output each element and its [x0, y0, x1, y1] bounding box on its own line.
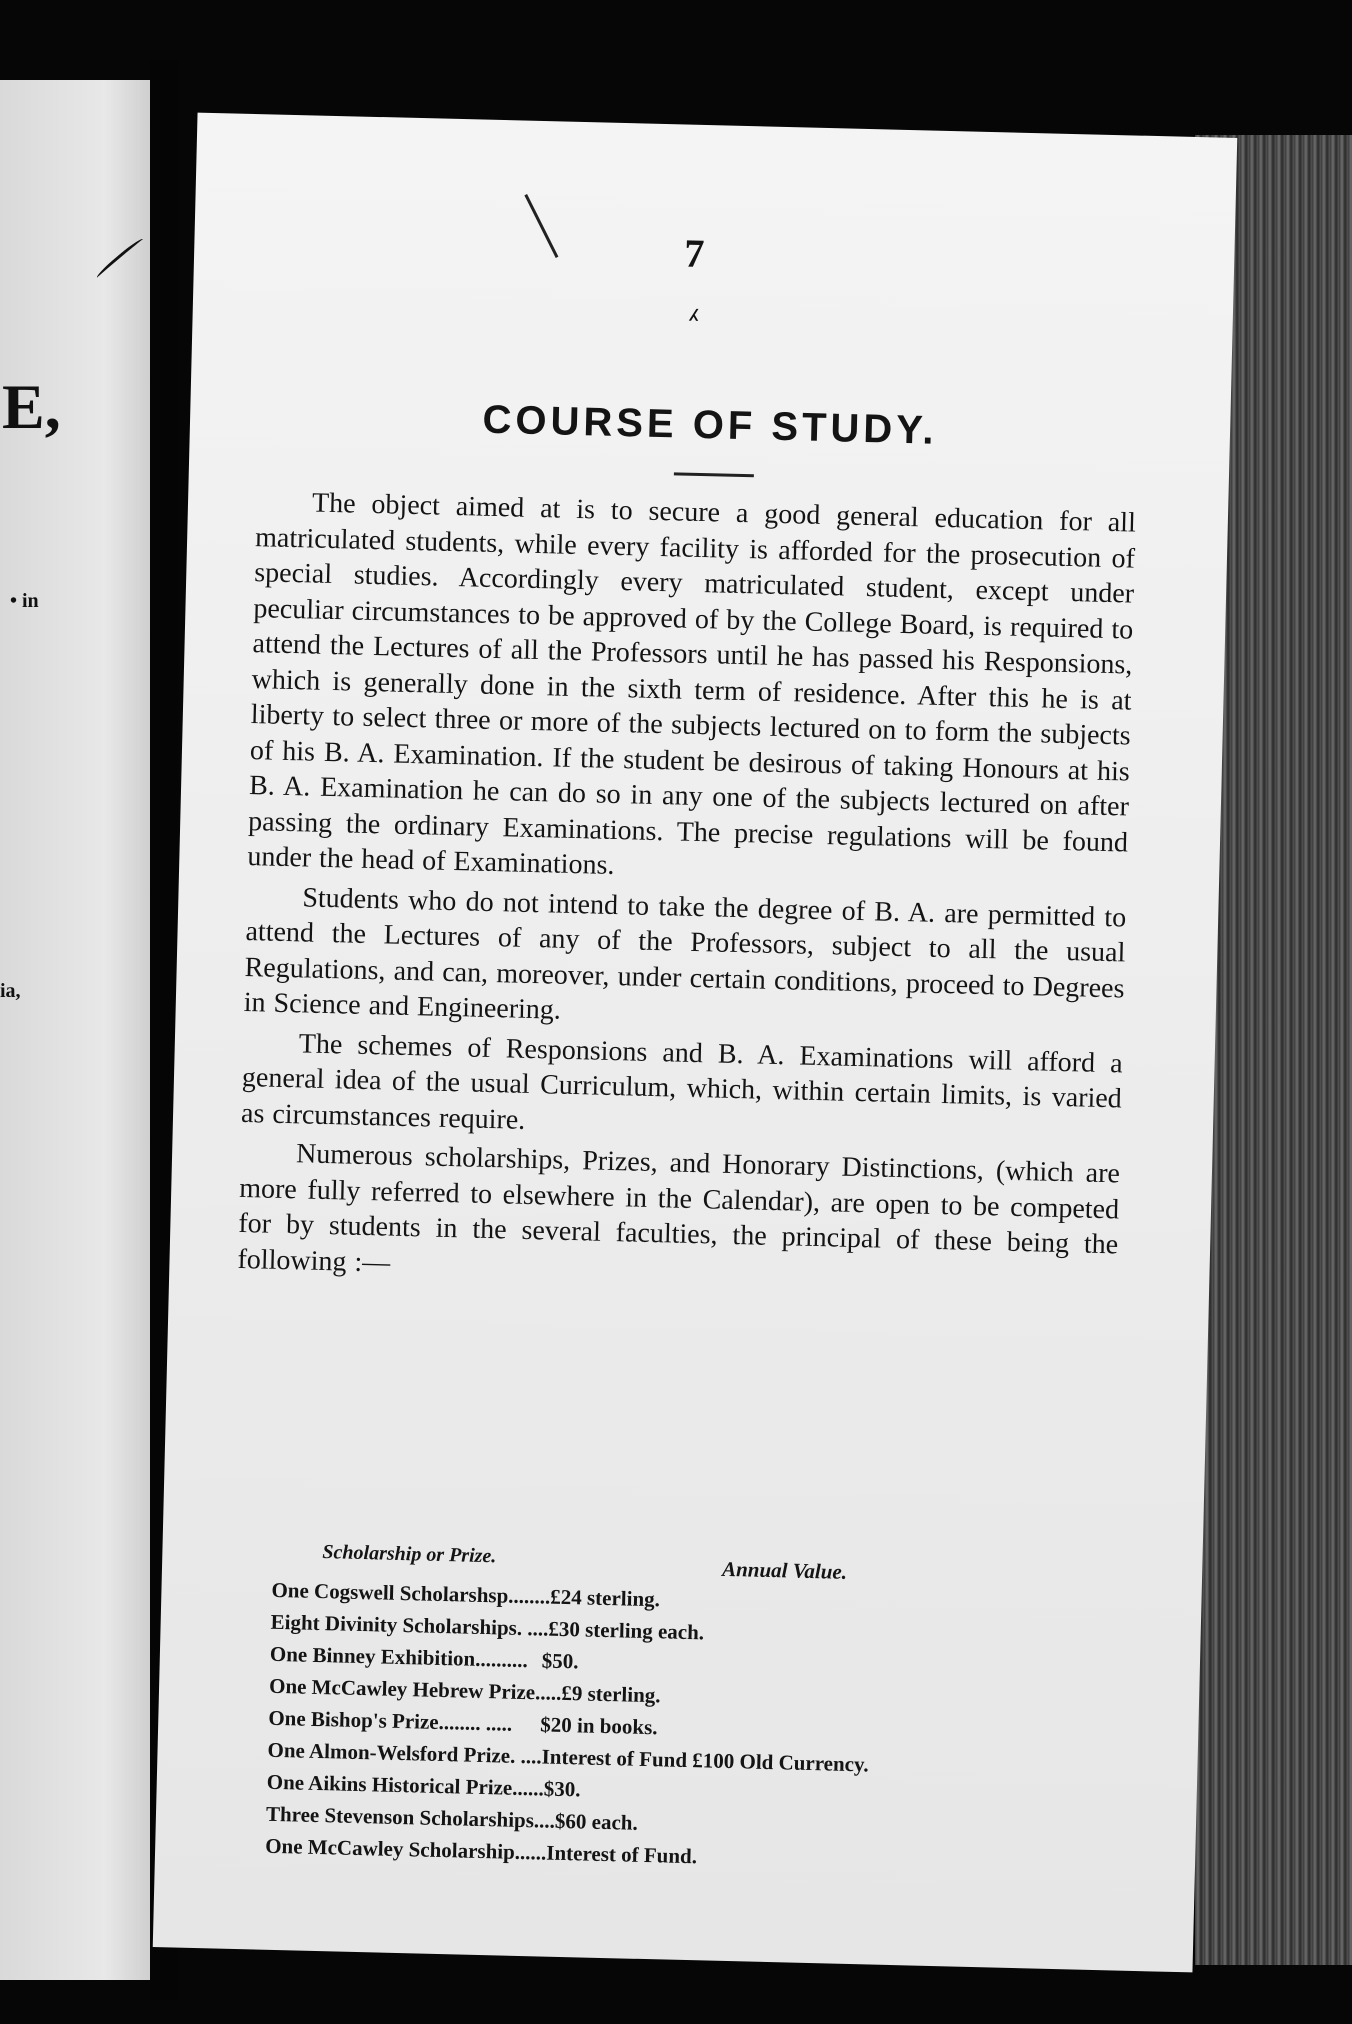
scholarship-table: [215, 1539, 1123, 1883]
prize-value: Interest of Fund.: [546, 1840, 698, 1869]
prize-value: $60 each.: [554, 1808, 639, 1835]
prize-name: One Cogswell Scholarshsp........: [271, 1577, 551, 1609]
prize-value: £9 sterling.: [561, 1680, 661, 1708]
left-page-fragment: [0, 80, 150, 1980]
prize-name: Three Stevenson Scholarships....: [265, 1801, 556, 1833]
pencil-mark: [524, 194, 558, 258]
prize-value: $20 in books.: [539, 1712, 658, 1740]
prize-value: £30 sterling each.: [548, 1616, 705, 1645]
prize-name: One Almon-Welsford Prize. ....: [267, 1737, 542, 1769]
left-page-text-fragment: ia,: [0, 980, 21, 1002]
prize-name: One Bishop's Prize........ .....: [268, 1705, 513, 1736]
paragraph: The object aimed at is to secure a good general education for all matriculated students, while every facility is afforded for the prosecution of special studies. Accordingly every matriculated student, except under peculiar circumstances to be approved of by the College Board, is required to attend the Lectures of all the Professors until he has passed his Responsions, which is generally done in the sixth term of residence. After this he is at liberty to select three or more of the subjects lectured on to form the subjects of his B. A. Examination. If the student be desirous of taking Honours at his B. A. Examination he can do so in any one of the subjects lectured on after passing the ordinary Examinations. The precise regulations will be found under the head of Examinations.: [247, 487, 1137, 881]
paragraph: Students who do not intend to take the degree of B. A. are permitted to attend the Lectures of any of the Professors, subject to all the usual Regulations, and can, moreover, under certain conditions, proceed to Degrees in Science and Engineering.: [243, 881, 1127, 1026]
page-title: COURSE OF STUDY.: [482, 397, 939, 453]
left-page-text-fragment: E,: [2, 371, 61, 442]
prize-name: One Aikins Historical Prize......: [266, 1769, 545, 1801]
prize-value: $50.: [541, 1648, 579, 1674]
prize-value: $30.: [543, 1776, 581, 1802]
paragraph: The schemes of Responsions and B. A. Examinations will afford a general idea of the usual Curriculum, which, within certain limits, is varied as circumstances require.: [240, 1027, 1123, 1136]
prize-name: One McCawley Hebrew Prize.....: [268, 1673, 562, 1705]
title-rule: [674, 472, 754, 477]
header-scholarship: Scholarship or Prize.: [322, 1541, 497, 1568]
body-text: [237, 484, 1136, 1302]
prize-name: One McCawley Scholarship......: [264, 1833, 547, 1865]
page: [153, 113, 1238, 1973]
header-annual-value: Annual Value.: [721, 1556, 848, 1584]
left-page-text-fragment: • in: [10, 590, 39, 612]
prize-value: £24 sterling.: [550, 1584, 661, 1612]
prize-name: Eight Divinity Scholarships. ....: [270, 1609, 549, 1641]
prize-value: Interest of Fund £100 Old Currency.: [541, 1744, 869, 1777]
prize-name: One Binney Exhibition..........: [269, 1641, 529, 1673]
pen-mark: [95, 237, 145, 281]
caret-mark: ⁁: [690, 294, 698, 321]
page-number: 7: [683, 230, 705, 276]
paragraph: Numerous scholarships, Prizes, and Honorary Distinctions, (which are more fully referred to elsewhere in the Calendar), are open to be competed for by students in the several faculties, the principal of these being the following :—: [237, 1138, 1121, 1279]
